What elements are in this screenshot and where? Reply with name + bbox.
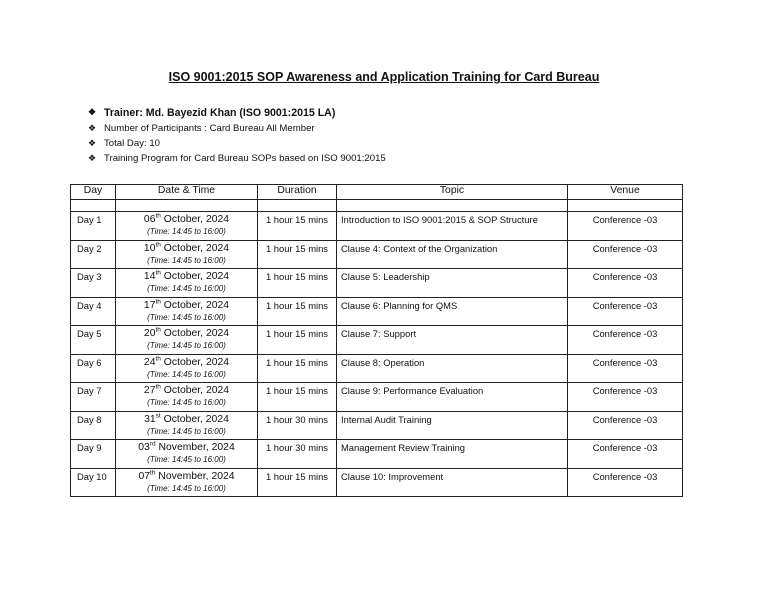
date-text [116,469,257,483]
day-cell: Day 9 [71,440,116,469]
topic-cell: Clause 10: Improvement [337,468,568,497]
date-ordinal: th [155,241,161,249]
table-row [71,297,683,326]
day-cell: Day 8 [71,411,116,440]
spacer-row [71,200,683,212]
header-duration: Duration [258,185,337,200]
date-cell [116,240,258,269]
info-item-trainer [88,104,386,121]
date-ordinal: th [155,383,161,391]
topic-cell: Clause 6: Planning for QMS [337,297,568,326]
date-text [116,212,257,226]
time-range: (Time: 14:45 to 16:00) [147,227,226,236]
info-list [88,104,386,166]
date-ordinal: rd [149,440,156,448]
day-cell: Day 4 [71,297,116,326]
header-venue: Venue [568,185,683,200]
schedule-body [71,200,683,497]
date-cell [116,411,258,440]
time-range: (Time: 14:45 to 16:00) [147,341,226,350]
date-cell [116,297,258,326]
duration-cell: 1 hour 15 mins [258,354,337,383]
time-range: (Time: 14:45 to 16:00) [147,426,226,436]
date-day-number: 07 [138,470,150,482]
date-day-number: 31 [144,413,156,425]
date-month-year: October, 2024 [160,271,230,282]
day-cell: Day 3 [71,269,116,298]
info-text: Number of Participants : Card Bureau All Member [104,123,315,134]
header-topic: Topic [337,185,568,200]
info-text: Total Day: 10 [104,138,160,149]
date-day-number: 14 [143,271,156,282]
time-range: (Time: 14:45 to 16:00) [147,455,226,464]
date-month-year: October, 2024 [160,214,230,225]
document-title: ISO 9001:2015 SOP Awareness and Application Training for Card Bureau [168,70,600,84]
venue-cell: Conference -03 [568,269,683,298]
table-row [71,411,683,440]
date-day-number: 10 [143,242,156,254]
venue-cell: Conference -03 [568,440,683,469]
venue-cell: Conference -03 [568,383,683,412]
bullet-icon: ❖ [88,153,97,163]
table-row [71,440,683,469]
date-ordinal: st [155,412,161,420]
date-ordinal: th [155,212,161,220]
date-cell [116,468,258,497]
venue-cell: Conference -03 [568,411,683,440]
duration-cell: 1 hour 15 mins [258,468,337,497]
date-day-number: 17 [143,299,156,311]
date-text [116,326,257,340]
date-day-number: 20 [143,328,156,339]
venue-cell: Conference -03 [568,297,683,326]
date-cell [116,440,258,469]
date-text [116,269,257,283]
date-text [116,355,257,369]
duration-cell: 1 hour 30 mins [258,411,337,440]
date-cell [116,212,258,241]
topic-cell: Clause 5: Leadership [337,269,568,298]
header-date-time: Date & Time [116,185,258,200]
date-month-year: October, 2024 [160,356,230,368]
topic-cell: Clause 9: Performance Evaluation [337,383,568,412]
date-day-number: 03 [138,442,150,453]
time-range: (Time: 14:45 to 16:00) [147,369,226,379]
table-row [71,468,683,497]
table-row [71,269,683,298]
date-cell [116,383,258,412]
topic-cell: Management Review Training [337,440,568,469]
date-text [116,383,257,397]
day-cell: Day 5 [71,326,116,355]
date-month-year: November, 2024 [155,442,235,453]
table-row [71,240,683,269]
date-month-year: October, 2024 [160,328,230,339]
table-row [71,383,683,412]
date-ordinal: th [155,326,161,334]
time-range: (Time: 14:45 to 16:00) [147,284,226,293]
info-item-total-days [88,136,386,151]
day-cell: Day 1 [71,212,116,241]
header-day: Day [71,185,116,200]
time-range: (Time: 14:45 to 16:00) [147,312,226,322]
info-item-program [88,151,386,166]
date-ordinal: th [150,469,156,477]
venue-cell: Conference -03 [568,326,683,355]
date-day-number: 24 [143,356,156,368]
day-cell: Day 7 [71,383,116,412]
venue-cell: Conference -03 [568,354,683,383]
date-day-number: 27 [143,385,156,396]
date-ordinal: th [155,355,161,363]
venue-cell: Conference -03 [568,468,683,497]
day-cell: Day 2 [71,240,116,269]
date-day-number: 06 [143,214,156,225]
bullet-icon: ❖ [88,138,97,148]
topic-cell: Clause 8: Operation [337,354,568,383]
date-month-year: November, 2024 [155,470,235,482]
date-cell [116,354,258,383]
duration-cell: 1 hour 15 mins [258,297,337,326]
duration-cell: 1 hour 15 mins [258,269,337,298]
date-text [116,440,257,454]
date-month-year: October, 2024 [160,413,229,425]
date-month-year: October, 2024 [160,299,230,311]
table-row [71,212,683,241]
bullet-icon: ❖ [88,107,97,117]
date-cell [116,326,258,355]
duration-cell: 1 hour 15 mins [258,212,337,241]
date-text [116,298,257,312]
date-ordinal: th [155,298,161,306]
info-item-participants [88,121,386,136]
info-text: Training Program for Card Bureau SOPs based on ISO 9001:2015 [104,153,386,164]
duration-cell: 1 hour 15 mins [258,240,337,269]
date-month-year: October, 2024 [160,385,230,396]
topic-cell: Clause 4: Context of the Organization [337,240,568,269]
venue-cell: Conference -03 [568,240,683,269]
table-row [71,354,683,383]
bullet-icon: ❖ [88,123,97,133]
topic-cell: Introduction to ISO 9001:2015 & SOP Structure [337,212,568,241]
date-text [116,412,257,426]
info-text: Trainer: Md. Bayezid Khan (ISO 9001:2015 LA) [104,106,336,119]
time-range: (Time: 14:45 to 16:00) [147,398,226,407]
date-text [116,241,257,255]
topic-cell: Clause 7: Support [337,326,568,355]
duration-cell: 1 hour 15 mins [258,383,337,412]
duration-cell: 1 hour 15 mins [258,326,337,355]
topic-cell: Internal Audit Training [337,411,568,440]
date-ordinal: th [155,269,161,277]
time-range: (Time: 14:45 to 16:00) [147,483,226,493]
venue-cell: Conference -03 [568,212,683,241]
time-range: (Time: 14:45 to 16:00) [147,255,226,265]
table-row [71,326,683,355]
duration-cell: 1 hour 30 mins [258,440,337,469]
date-cell [116,269,258,298]
day-cell: Day 6 [71,354,116,383]
schedule-table [70,184,683,497]
day-cell: Day 10 [71,468,116,497]
date-month-year: October, 2024 [160,242,230,254]
table-header-row [71,185,683,200]
